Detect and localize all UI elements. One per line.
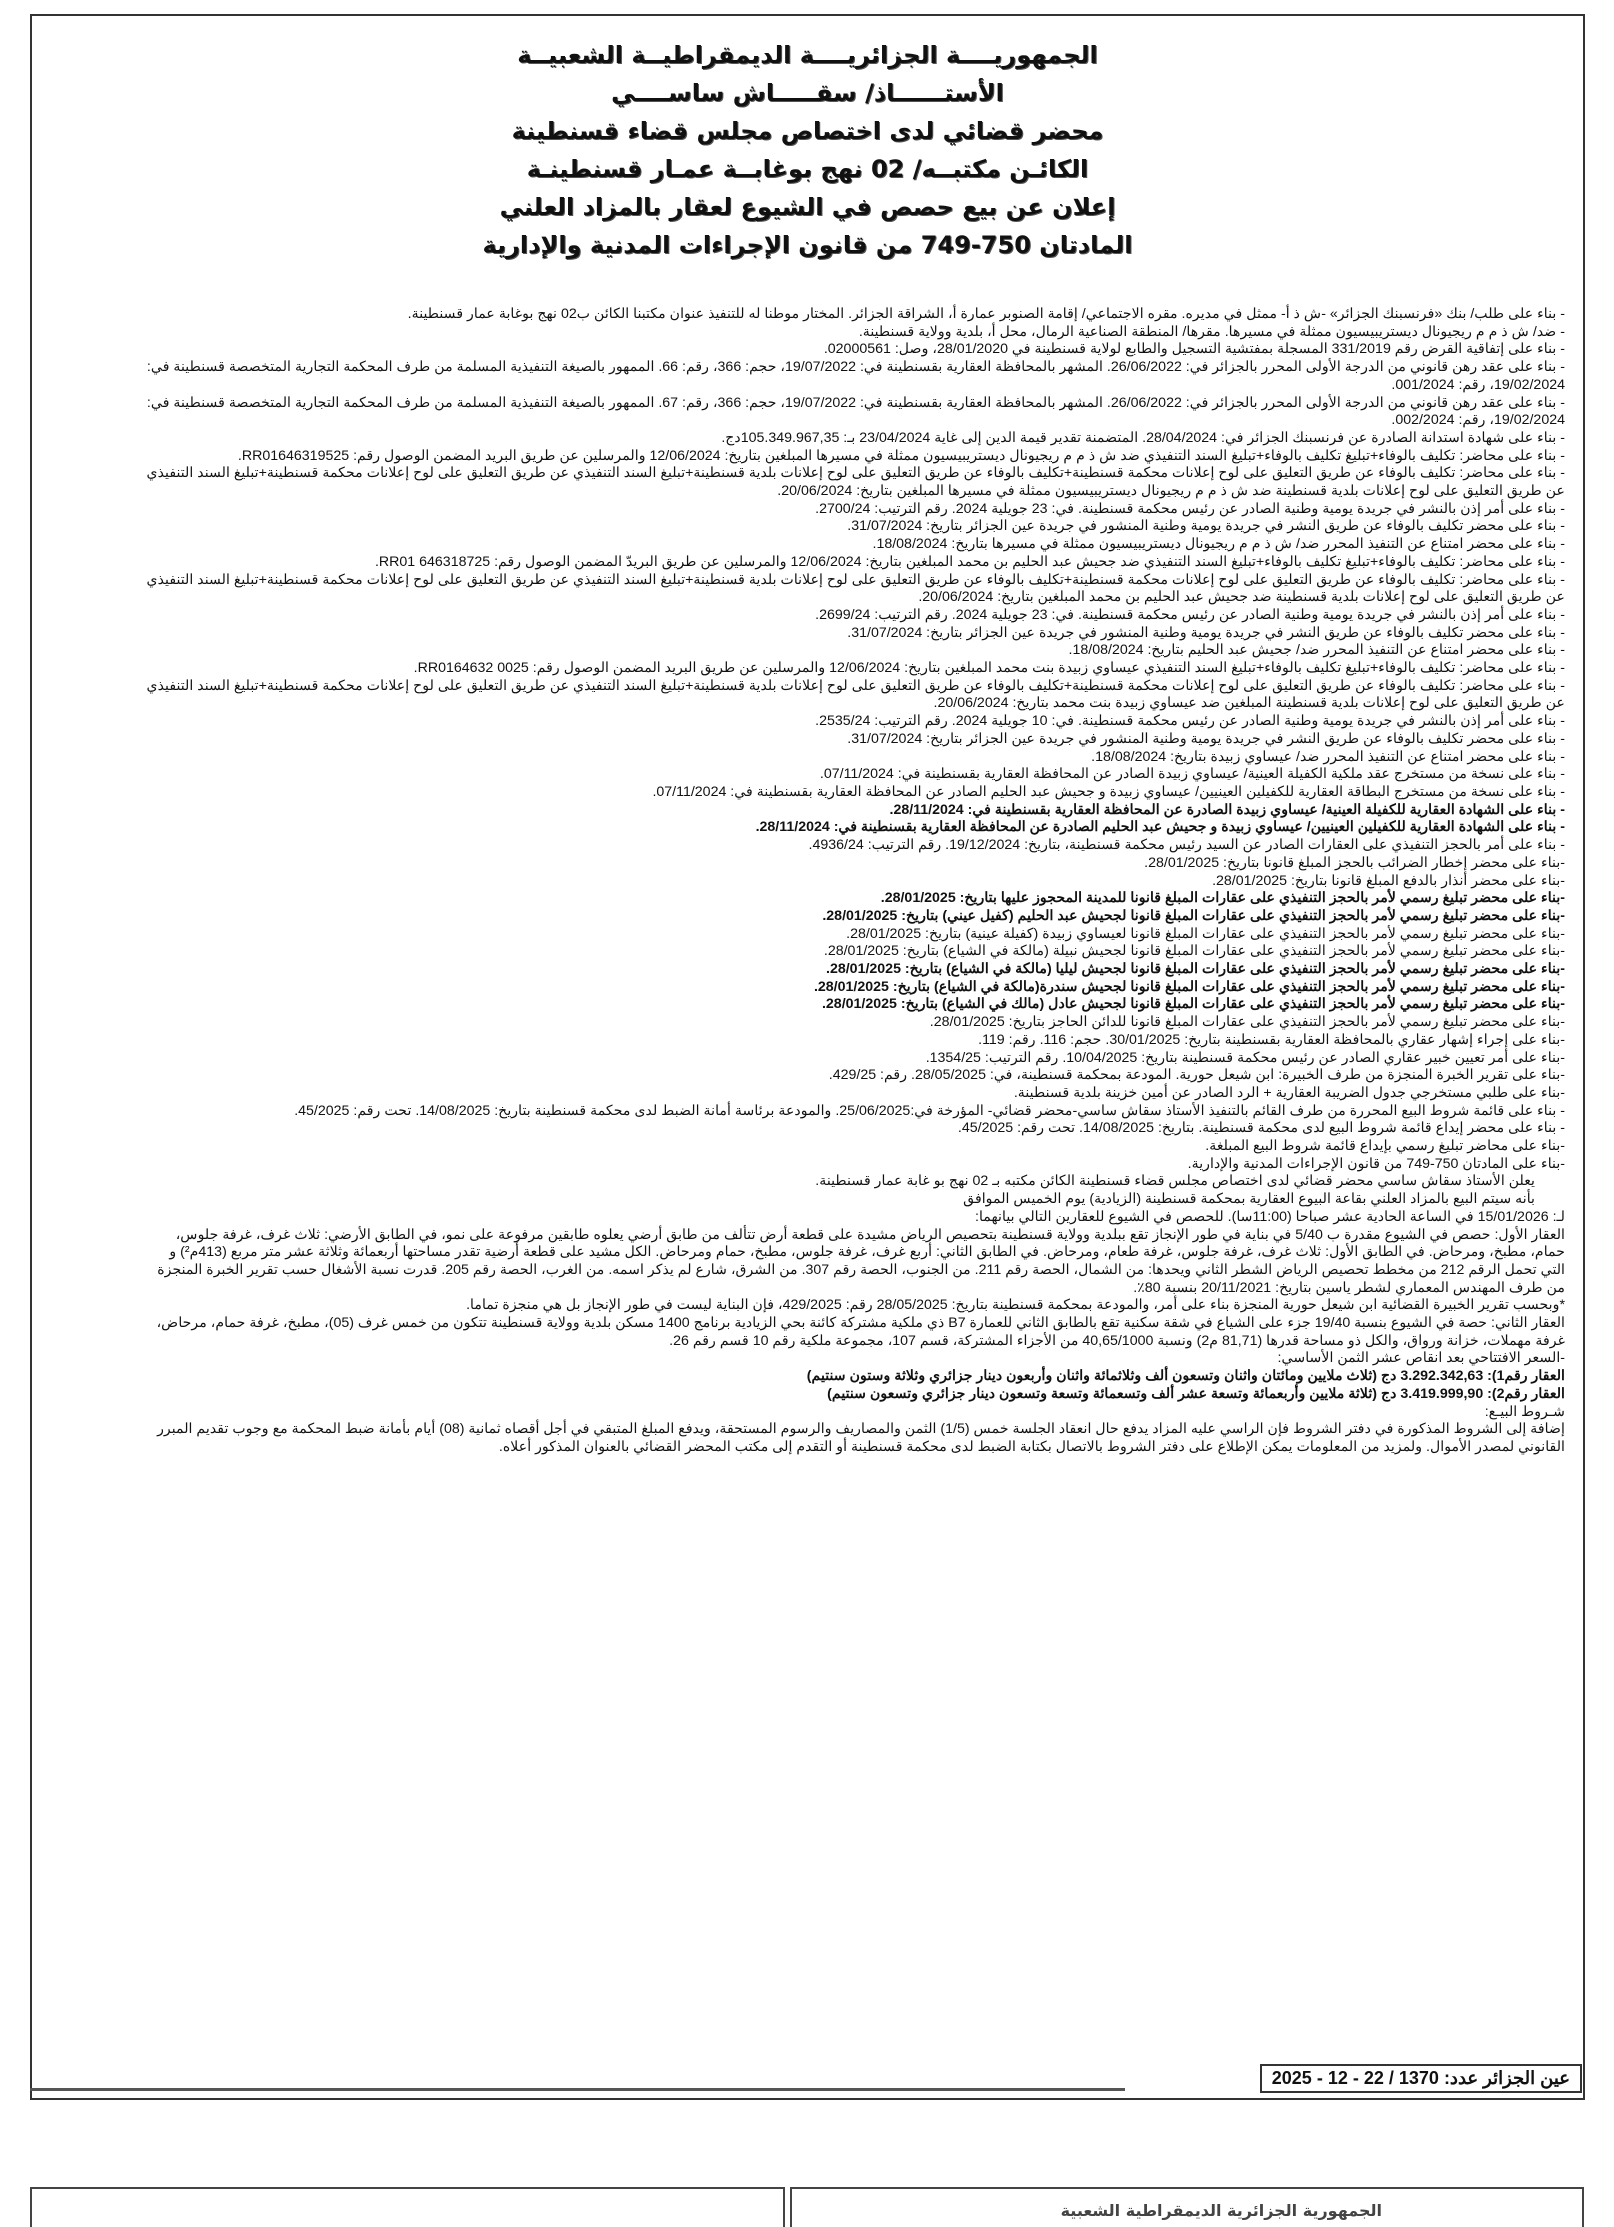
next-notice-header: الجمهورية الجزائرية الديمقراطية الشعبية	[1060, 2201, 1382, 2220]
paragraph: -بناء على محضر تبليغ رسمي لأمر بالحجز التنفيذي على عقارات المبلغ قانونا لعيساوي زبيدة (كفيلة عينية) بتاريخ: 28/01/2025.	[846, 925, 1565, 942]
paragraph: -بناء على محاضر تبليغ رسمي بإيداع قائمة شروط البيع المبلغة.	[1205, 1138, 1565, 1155]
divider-rule	[30, 2088, 1125, 2091]
paragraph: -بناء على محضر تبليغ رسمي لأمر بالحجز التنفيذي على عقارات المبلغ قانونا لجحيش عادل (مالك في الشياع) بتاريخ: 28/01/2025.	[821, 996, 1565, 1013]
paragraph: -بناء على طلبي مستخرجي جدول الضريبة العقارية + الرد الصادر عن أمين خزينة بلدية قسنطينة.	[1013, 1084, 1565, 1101]
paragraph: *وبحسب تقرير الخبيرة القضائية ابن شيعل حورية المنجزة بناء على أمر، والمودعة بمحكمة قسنطينة بتاريخ: 28/05/2025 رقم: 429/2025، فإن البناية ليست في طور الإنجاز بل هي منجزة تماما.	[466, 1297, 1565, 1314]
paragraph: - بناء على محضر إيداع قائمة شروط البيع لدى محكمة قسنطينة. بتاريخ: 14/08/2025. تحت رقم: 45/2025.	[957, 1120, 1565, 1137]
paragraph: - بناء على إتفاقية القرض رقم 331/2019 المسجلة بمفتشية التسجيل والطابع لولاية قسنطينة في 28/01/2020، وصل: 02000561.	[823, 341, 1565, 358]
paragraph: -بناء على محضر تبليغ رسمي لأمر بالحجز التنفيذي على عقارات المبلغ قانونا لجحيش سندرة(مالكة في الشياع) بتاريخ: 28/01/2025.	[813, 978, 1565, 995]
paragraph: -بناء على محضر تبليغ رسمي لأمر بالحجز التنفيذي على عقارات المبلغ قانونا للمدينة المحجوز عليها بتاريخ: 28/01/2025.	[880, 890, 1565, 907]
property-two: العقار الثاني: حصة في الشيوع بنسبة 19/40 جزء على الشياع في شقة سكنية تقع بالطابق الثاني للعمارة B7 ذي ملكية مشتركة كائنة بحي الزيادية برنامج 1400 مسكن بلدية وولاية قسنطينة تتكون من خمس غرف (05)، مطبخ، غرفة حمام، مرحاض، غرفة مهملات، خزانة ورواق، والكل ذو مساحة قدرها (81,71 م2) ونسبة 40,65/1000 من الأجزاء المشتركة، قسم 107، مجموعة ملكية رقم 10 قسم رقم 26.	[156, 1315, 1565, 1349]
paragraph: - بناء على محاضر: تكليف بالوفاء+تبليغ تكليف بالوفاء+تبليغ السند التنفيذي عيساوي زبيدة بنت محمد المبلغين بتاريخ: 12/06/2024 والمرسلين عن طريق البريد المضمن الوصول رقم: RR0164632 0025.	[413, 660, 1565, 677]
next-notice-box-left	[30, 2187, 785, 2227]
paragraph: - بناء على أمر إذن بالنشر في جريدة يومية وطنية الصادر عن رئيس محكمة قسنطينة. في: 23 جويلية 2024. رقم الترتيب: 2699/24.	[815, 606, 1565, 623]
header-line-bailiff-title: محضر قضائي لدى اختصاص مجلس قضاء قسنطينة	[511, 117, 1104, 145]
sale-conditions-text: إضافة إلى الشروط المذكورة في دفتر الشروط فإن الراسي عليه المزاد يدفع حال انعقاد الجلسة خمس (1/5) الثمن والمصاريف والرسوم المستحقة، ويدفع المبلغ المتبقي في أجل أقصاه ثمانية (08) أيام بأمانة ضبط المحكمة مع وجوب تقديم المبرر القانوني لمصدر الأموال. ولمزيد من المعلومات يمكن الإطلاع على دفتر الشروط بالاتصال بكتابة الضبط لدى محكمة قسنطينة أو التقدم إلى مكتب المحضر القضائي بالعنوان المذكور أعلاه.	[157, 1421, 1565, 1455]
paragraph: - بناء على محاضر: تكليف بالوفاء عن طريق التعليق على لوح إعلانات محكمة قسنطينة+تكليف بالوفاء عن طريق التعليق على لوح إعلانات بلدية قسنطينة+تبليغ السند التنفيذي عن طريق التعليق على لوح إعلانات محكمة قسنطينة+تبليغ السند التنفيذي عن طريق التعليق على لوح إعلانات بلدية قسنطينة ضد ش ذ م م ريجيونال ديستريبيسيون ممثلة في مسيرها المبلغين بتاريخ: 20/06/2024.	[146, 465, 1565, 500]
paragraph: - بناء على محضر امتناع عن التنفيذ المحرر ضد/ ش ذ م م ريجيونال ديستريبيسيون ممثلة في مسيرها بتاريخ: 18/08/2024.	[872, 536, 1565, 553]
paragraph: -بناء على إجراء إشهار عقاري بالمحافظة العقارية بقسنطينة بتاريخ: 30/01/2025. حجم: 116. رقم: 119.	[978, 1031, 1565, 1048]
notice-body	[142, 306, 1565, 1457]
paragraph: -بناء على أمر تعيين خبير عقاري الصادر عن رئيس محكمة قسنطينة بتاريخ: 10/04/2025. رقم الترتيب: 1354/25.	[925, 1049, 1565, 1066]
notice-frame	[30, 14, 1585, 2100]
paragraph: -بناء على تقرير الخبرة المنجزة من طرف الخبيرة: ابن شيعل حورية. المودعة بمحكمة قسنطينة، في: 28/05/2025. رقم: 429/25.	[828, 1067, 1565, 1084]
paragraph: - بناء على محضر تكليف بالوفاء عن طريق النشر في جريدة يومية وطنية المنشور في جريدة عين الجزائر بتاريخ: 31/07/2024.	[847, 624, 1565, 641]
paragraph: - بناء على عقد رهن قانوني من الدرجة الأولى المحرر بالجزائر في: 26/06/2022. المشهر بالمحافظة العقارية بقسنطينة في: 19/07/2022، حجم: 366، رقم: 67. الممهور بالصيغة التنفيذية المسلمة من طرف المحكمة التجارية المتخصصة قسنطينة في: 19/02/2024، رقم: 002/2024.	[146, 394, 1565, 429]
paragraph: - بناء على نسخة من مستخرج البطاقة العقارية للكفيلين العينيين/ عيساوي زبيدة و جحيش عبد الحليم الصادر عن المحافظة العقارية بقسنطينة في: 07/11/2024.	[652, 783, 1565, 800]
property-one: العقار الأول: حصص في الشيوع مقدرة ب 5/40 في بناية في طور الإنجاز تقع ببلدية وولاية قسنطينة بتحصيص الرياض مشيدة على قطعة أرض تتألف من طابق أرضي يعلوه طابقين مرفوعة على نمو، في الطابق الأرضي: ثلاث غرف، غرفة جلوس، حمام، مطبخ، ومرحاض. في الطابق الأول: ثلاث غرف، غرفة جلوس، غرفة طعام، ومرحاض. في الطابق الثاني: أربع غرف، غرفة جلوس، مطبخ، حمام ومرحاض. الكل مشيد على قطعة أرضية تقدر مساحتها أربعمائة وثلاثة عشر متر مربع (413م²) و التي تحمل الرقم 212 من مخطط تحصيص الرياض الشطر الثاني ويحدها: من الشمال، الحصة رقم 211. من الجنوب، الحصة رقم 307. من الشرق، شارع لم يذكر اسمه. من الغرب، الحصة رقم 205. قدرت نسبة الأشغال حسب تقرير الخبرة المنجزة من طرف المهندس المعماري لشطر ياسين بتاريخ: 20/11/2021 بنسبة 80٪.	[157, 1226, 1565, 1296]
paragraph: - بناء على محضر تكليف بالوفاء عن طريق النشر في جريدة يومية وطنية المنشور في جريدة عين الجزائر بتاريخ: 31/07/2024.	[847, 730, 1565, 747]
header-line-republic: الجمهوريــــة الجزائريــــة الديمقراطيــة الشعبيــة	[517, 41, 1098, 69]
paragraph: - بناء على محاضر: تكليف بالوفاء عن طريق التعليق على لوح إعلانات محكمة قسنطينة+تكليف بالوفاء عن طريق التعليق على لوح إعلانات بلدية قسنطينة+تبليغ السند التنفيذي عن طريق التعليق على لوح إعلانات محكمة قسنطينة+تبليغ السند التنفيذي عن طريق التعليق على لوح إعلانات بلدية قسنطينة ضد جحيش عبد الحليم بن محمد المبلغين بتاريخ: 20/06/2024.	[146, 571, 1565, 606]
paragraph: -بناء على محضر تبليغ رسمي لأمر بالحجز التنفيذي على عقارات المبلغ قانونا لجحيش ليليا (مالكة في الشياع) بتاريخ: 28/01/2025.	[826, 961, 1565, 978]
paragraph: -بناء على محضر تبليغ رسمي لأمر بالحجز التنفيذي على عقارات المبلغ قانونا لجحيش نبيلة (مالكة في الشياع) بتاريخ: 28/01/2025.	[823, 943, 1565, 960]
notice-header	[32, 36, 1583, 264]
next-notice-box-right	[790, 2187, 1584, 2227]
paragraph: - بناء على أمر إذن بالنشر في جريدة يومية وطنية الصادر عن رئيس محكمة قسنطينة. في: 23 جويلية 2024. رقم الترتيب: 2700/24.	[815, 500, 1565, 517]
paragraph: لـ: 15/01/2026 في الساعة الحادية عشر صباحا (11:00سا). للحصص في الشيوع للعقارين التالي بيانهما:	[975, 1208, 1565, 1225]
header-line-address: الكائـن مكتبــه/ 02 نهج بوغابــة عمـار قسنطينـة	[526, 155, 1089, 183]
paragraph: - بناء على نسخة من مستخرج عقد ملكية الكفيلة العينية/ عيساوي زبيدة الصادر عن المحافظة العقارية بقسنطينة في: 07/11/2024.	[819, 766, 1565, 783]
paragraph: - بناء على محضر امتناع عن التنفيذ المحرر ضد/ جحيش عبد الحليم بتاريخ: 18/08/2024.	[1068, 642, 1565, 659]
sale-conditions-label: شـروط البيـع:	[1484, 1403, 1565, 1420]
publication-badge: عين الجزائر عدد: 1370 / 22 - 12 - 2025	[1260, 2064, 1582, 2093]
paragraph: - بناء على الشهادة العقارية للكفيلة العينية/ عيساوي زبيدة الصادرة عن المحافظة العقارية بقسنطينة في: 28/11/2024.	[889, 801, 1565, 818]
paragraph: - بناء على أمر بالحجز التنفيذي على العقارات الصادر عن السيد رئيس محكمة قسنطينة، بتاريخ: 19/12/2024. رقم الترتيب: 4936/24.	[808, 837, 1565, 854]
paragraph: -بناء على محضر تبليغ رسمي لأمر بالحجز التنفيذي على عقارات المبلغ قانونا للدائن الحاجز بتاريخ: 28/01/2025.	[929, 1014, 1565, 1031]
paragraph: - بناء على محاضر: تكليف بالوفاء عن طريق التعليق على لوح إعلانات محكمة قسنطينة+تكليف بالوفاء عن طريق التعليق على لوح إعلانات بلدية قسنطينة+تبليغ السند التنفيذي عن طريق التعليق على لوح إعلانات محكمة قسنطينة+تبليغ السند التنفيذي عن طريق التعليق على لوح إعلانات بلدية قسنطينة المبلغين ضد عيساوي زبيدة بنت محمد بتاريخ: 20/06/2024.	[146, 677, 1565, 712]
paragraph: - بناء على محضر امتناع عن التنفيذ المحرر ضد/ عيساوي زبيدة بتاريخ: 18/08/2024.	[1091, 748, 1565, 765]
opening-price-label: -السعر الافتتاحي بعد انقاص عشر الثمن الأساسي:	[1277, 1350, 1565, 1367]
paragraph: - بناء على قائمة شروط البيع المحررة من طرف القائم بالتنفيذ الأستاذ سقاش ساسي-محضر قضائي- المؤرخة في:25/06/2025. والمودعة برئاسة أمانة الضبط لدى محكمة قسنطينة بتاريخ: 14/08/2025. تحت رقم: 45/2025.	[294, 1102, 1565, 1119]
paragraph: -بناء على المادتان 750-749 من قانون الإجراءات المدنية والإدارية.	[1187, 1155, 1565, 1172]
paragraph: - بناء على محضر تكليف بالوفاء عن طريق النشر في جريدة يومية وطنية المنشور في جريدة عين الجزائر بتاريخ: 31/07/2024.	[847, 518, 1565, 535]
paragraph: - بناء على عقد رهن قانوني من الدرجة الأولى المحرر بالجزائر في: 26/06/2022. المشهر بالمحافظة العقارية بقسنطينة في: 19/07/2022، حجم: 366، رقم: 66. الممهور بالصيغة التنفيذية المسلمة من طرف المحكمة التجارية المتخصصة قسنطينة في: 19/02/2024، رقم: 001/2024.	[146, 359, 1565, 393]
paragraph: - بناء على الشهادة العقارية للكفيلين العينيين/ عيساوي زبيدة و جحيش عبد الحليم الصادرة عن المحافظة العقارية بقسنطينة في: 28/11/2024.	[755, 819, 1565, 836]
paragraph: -بناء على محضر أنذار بالدفع المبلغ قانونا بتاريخ: 28/01/2025.	[1212, 872, 1565, 889]
header-line-bailiff-name: الأستــــــاذ/ سقـــــاش ساســــي	[611, 79, 1004, 107]
paragraph: بأنه سيتم البيع بالمزاد العلني بقاعة البيوع العقارية بمحكمة قسنطينة (الزيادية) يوم الخميس الموافق	[963, 1191, 1535, 1208]
paragraph: - بناء على محاضر: تكليف بالوفاء+تبليغ تكليف بالوفاء+تبليغ السند التنفيذي ضد ش ذ م م ريجيونال ديستريبيسيون ممثلة في مسيرها المبلغين بتاريخ: 12/06/2024 والمرسلين عن طريق البريد المضمن الوصول رقم: RR01646319525.	[237, 447, 1565, 464]
paragraph: -بناء على محضر إخطار الضرائب بالحجز المبلغ قانونا بتاريخ: 28/01/2025.	[1144, 854, 1565, 871]
paragraph: - بناء على محاضر: تكليف بالوفاء+تبليغ تكليف بالوفاء+تبليغ السند التنفيذي ضد جحيش عبد الحليم بن محمد المبلغين بتاريخ: 12/06/2024 والمرسلين عن طريق البريدّ المضمن الوصول رقم: RR01 646318725.	[374, 553, 1565, 570]
paragraph: - ضد/ ش ذ م م ريجيونال ديستريبيسيون ممثلة في مسيرها. مقرها/ المنطقة الصناعية الرمال، محل أ، بلدية وولاية قسنطينة.	[858, 323, 1565, 340]
header-line-announcement: إعلان عن بيع حصص في الشيوع لعقار بالمزاد العلني	[499, 193, 1116, 221]
header-line-articles: المادتان 750-749 من قانون الإجراءات المدنية والإدارية	[482, 231, 1133, 259]
paragraph: -بناء على محضر تبليغ رسمي لأمر بالحجز التنفيذي على عقارات المبلغ قانونا لجحيش عبد الحليم (كفيل عيني) بتاريخ: 28/01/2025.	[822, 907, 1565, 924]
paragraph: - بناء على طلب/ بنك «فرنسبنك الجزائر» -ش ذ أ- ممثل في مديره. مقره الاجتماعي/ إقامة الصنوبر عمارة أ، الشراقة الجزائر. المختار موطنا له للتنفيذ عنوان مكتبنا الكائن ب02 نهج بوغابة عمار قسنطينة.	[407, 306, 1565, 322]
paragraph: - بناء على شهادة استدانة الصادرة عن فرنسبنك الجزائر في: 28/04/2024. المتضمنة تقدير قيمة الدين إلى غاية 23/04/2024 بـ: 105.349.967,35دج.	[721, 429, 1565, 446]
opening-price-one: العقار رقم1): 3.292.342,63 دج (ثلاث ملايين ومائتان واثنان وتسعون ألف وثلاثمائة واثنان وأربعون دينار جزائري وثلاثة وستون سنتيم)	[806, 1368, 1565, 1385]
paragraph: - بناء على أمر إذن بالنشر في جريدة يومية وطنية الصادر عن رئيس محكمة قسنطينة. في: 10 جويلية 2024. رقم الترتيب: 2535/24.	[815, 713, 1565, 730]
opening-price-two: العقار رقم2): 3.419.999,90 دج (ثلاثة ملايين وأربعمائة وتسعة عشر ألف وتسعمائة وتسعة وتسعون دينار جزائري وتسعون سنتيم)	[827, 1385, 1565, 1402]
paragraph: يعلن الأستاذ سقاش ساسي محضر قضائي لدى اختصاص مجلس قضاء قسنطينة الكائن مكتبه بـ 02 نهج بو غابة عمار قسنطينة.	[815, 1173, 1535, 1190]
